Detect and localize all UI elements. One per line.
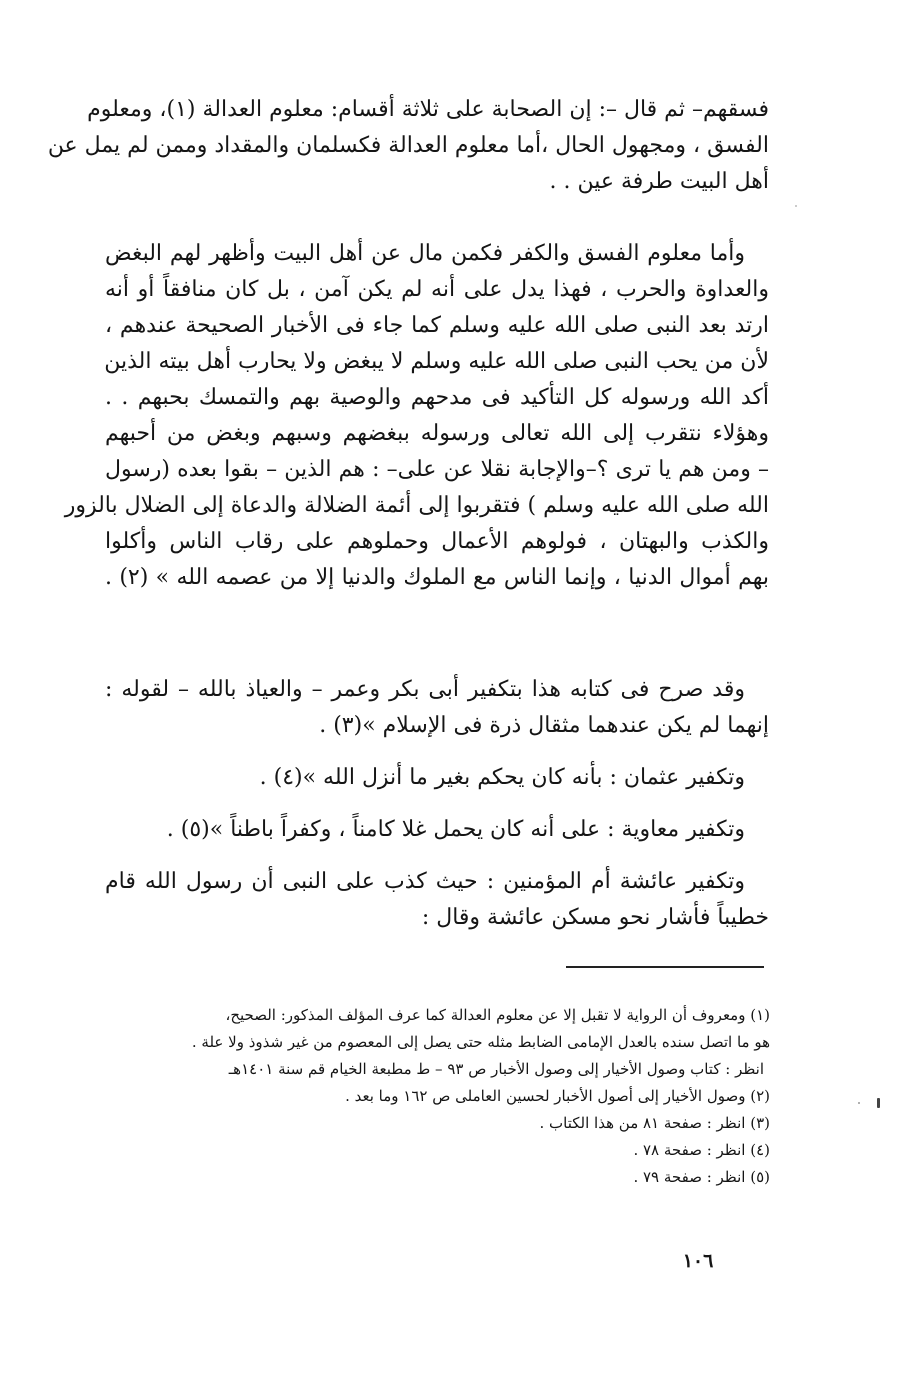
footnote-line: هو ما اتصل سنده بالعدل الإمامى الضابط مثله حتى يصل إلى المعصوم من غير شذوذ ولا علة . xyxy=(191,1033,770,1051)
footnote-line: (٤) انظر : صفحة ٧٨ . xyxy=(633,1141,770,1159)
paragraph-known-fisq xyxy=(64,236,770,596)
text-line: وأما معلوم الفسق والكفر فكمن مال عن أهل البيت وأظهر لهم البغض xyxy=(105,241,745,266)
text-line: الله صلى الله عليه وسلم ) فتقربوا إلى أئمة الضلالة والدعاة إلى الضلال بالزور xyxy=(64,493,769,518)
text-line: وتكفير عائشة أم المؤمنين : حيث كذب على النبى أن رسول الله قام xyxy=(105,869,745,894)
footnote-line: (١) ومعروف أن الرواية لا تقبل إلا عن معلوم العدالة كما عرف المؤلف المذكور: الصحيح، xyxy=(225,1006,770,1024)
page-number: ١٠٦ xyxy=(682,1250,714,1272)
footnote-line: (٢) وصول الأخيار إلى أصول الأخبار لحسين العاملى ص ١٦٢ وما بعد . xyxy=(345,1087,770,1105)
text-line: أكد الله ورسوله كل التأكيد فى مدحهم والوصية بهم والتمسك بحبهم . . xyxy=(105,385,769,410)
footnote-line: (٣) انظر : صفحة ٨١ من هذا الكتاب . xyxy=(539,1114,770,1132)
text-line: لأن من يحب النبى صلى الله عليه وسلم لا يبغض ولا يحارب أهل بيته الذين xyxy=(104,349,769,374)
scan-speck xyxy=(877,1098,880,1108)
text-line: الفسق ، ومجهول الحال ،أما معلوم العدالة فكسلمان والمقداد وممن لم يمل عن xyxy=(47,133,769,158)
footnote-line: (٥) انظر : صفحة ٧٩ . xyxy=(633,1168,770,1186)
paragraph-takfir-abubakr-umar xyxy=(105,672,769,744)
text-line: والعداوة والحرب ، فهذا يدل على أنه لم يكن آمن ، بل كان منافقاً أو أنه xyxy=(105,277,769,302)
paragraph-companions-categories xyxy=(47,92,769,200)
paragraph-takfir-uthman xyxy=(105,760,769,796)
scan-speck xyxy=(858,1102,860,1104)
paragraph-takfir-aisha xyxy=(105,864,769,936)
text-line: وتكفير معاوية : على أنه كان يحمل غلا كامناً ، وكفراً باطناً »(٥) . xyxy=(166,817,745,842)
footnotes xyxy=(110,1002,770,1191)
text-line: فسقهم– ثم قال –: إن الصحابة على ثلاثة أقسام: معلوم العدالة (١)، ومعلوم xyxy=(87,97,769,122)
text-line: وتكفير عثمان : بأنه كان يحكم بغير ما أنزل الله »(٤) . xyxy=(259,765,745,790)
footnote-line: انظر : كتاب وصول الأخيار إلى وصول الأخبار ص ٩٣ – ط مطبعة الخيام قم سنة ١٤٠١هـ xyxy=(228,1060,764,1078)
text-line: أهل البيت طرفة عين . . xyxy=(549,169,769,194)
text-line: – ومن هم يا ترى ؟–والإجابة نقلا عن على– : هم الذين – بقوا بعده (رسول xyxy=(105,457,770,482)
text-line: وقد صرح فى كتابه هذا بتكفير أبى بكر وعمر – والعياذ بالله – لقوله : xyxy=(105,677,745,702)
text-line: وهؤلاء نتقرب إلى الله تعالى ورسوله ببغضهم وسبهم وبغض من أحبهم xyxy=(105,421,769,446)
scan-speck xyxy=(795,205,797,207)
text-line: خطيباً فأشار نحو مسكن عائشة وقال : xyxy=(421,905,769,930)
paragraph-takfir-muawiya xyxy=(105,812,769,848)
text-line: إنهما لم يكن عندهما مثقال ذرة فى الإسلام »(٣) . xyxy=(319,713,769,738)
text-line: ارتد بعد النبى صلى الله عليه وسلم كما جاء فى الأخبار الصحيحة عندهم ، xyxy=(105,313,769,338)
text-line: بهم أموال الدنيا ، وإنما الناس مع الملوك والدنيا إلا من عصمه الله » (٢) . xyxy=(105,565,770,590)
text-line: والكذب والبهتان ، فولوهم الأعمال وحملوهم على رقاب الناس وأكلوا xyxy=(105,529,769,554)
footnote-separator xyxy=(566,966,764,968)
